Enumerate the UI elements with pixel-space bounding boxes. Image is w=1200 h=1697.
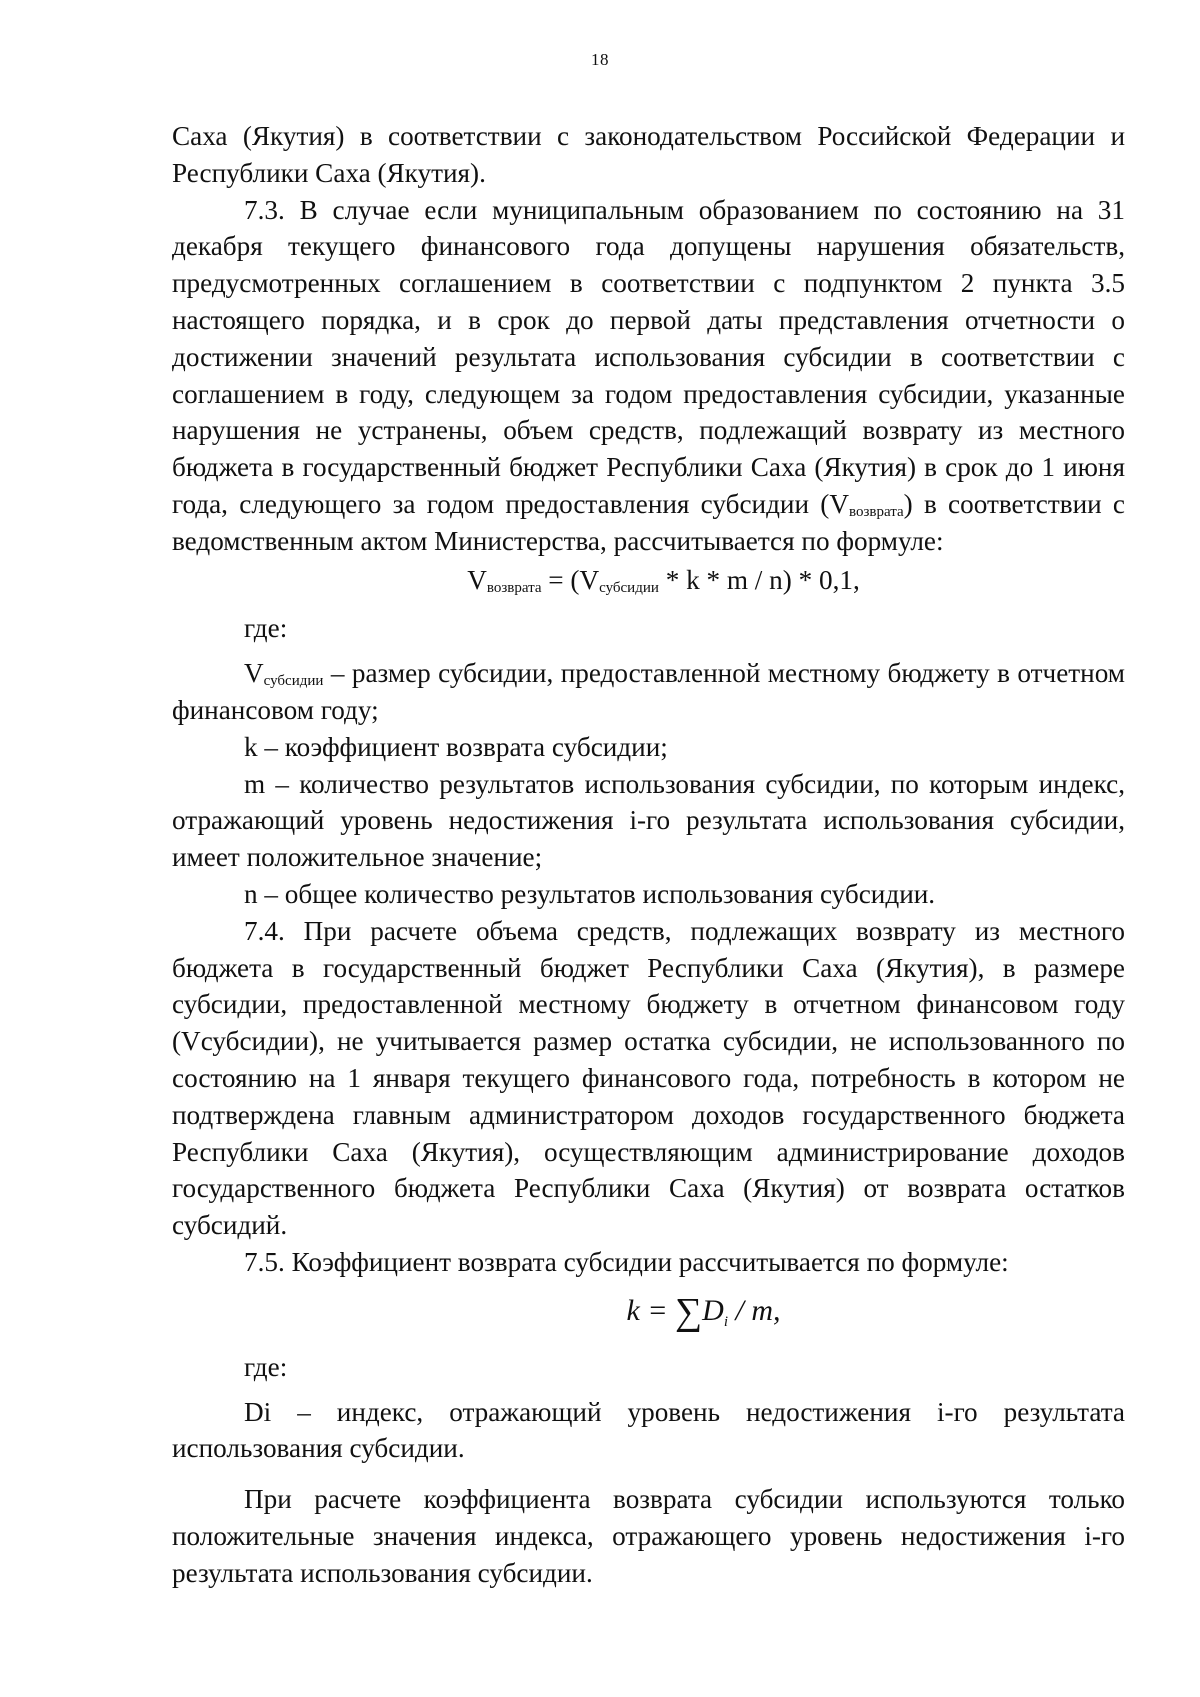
formula-text: = (V [541, 564, 600, 595]
formula-lhs: k = [626, 1293, 676, 1327]
where-label: где: [244, 1351, 288, 1382]
paragraph-final: При расчете коэффициента возврата субсидии используются только положительные значения индекса, отражающего уровень недостижения i-го результата использования субсидии. [172, 1484, 1125, 1588]
formula-symbol: V [467, 564, 487, 595]
definition-k: k – коэффициент возврата субсидии; [244, 731, 668, 762]
formula-subscript-i: i [723, 1313, 728, 1330]
formula-subscript: возврата [486, 579, 542, 596]
definition-subscript: субсидии [263, 673, 324, 690]
paragraph-text-tail: ) в соответствии с ведомственным актом Министерства, рассчитывается по формуле: [172, 488, 1125, 556]
definition-symbol: V [244, 658, 264, 689]
document-body [172, 118, 1125, 1591]
definition-n: n – общее количество результатов использования субсидии. [244, 878, 936, 909]
definition-v-subsidii [172, 655, 1125, 729]
paragraph-7-3 [172, 192, 1125, 560]
paragraph-text: 7.3. В случае если муниципальным образованием по состоянию на 31 декабря текущего финансового года допущены нарушения обязательств, предусмотренных соглашением в соответствии с подпунктом 2 пункта 3.5 настоящего порядка, и в срок до первой даты представления отчетности о достижении значений результата использования субсидии в соответствии с соглашением в году, следующем за годом предоставления субсидии, указанные нарушения не устранены, объем средств, подлежащий возврату из местного бюджета в государственный бюджет Республики Саха (Якутия) в срок до 1 июня года, следующего за годом предоставления субсидии (V [172, 194, 1125, 519]
formula-text: * k * m / n) * 0,1, [658, 564, 860, 595]
formula-d: D [702, 1293, 724, 1327]
page-number: 18 [591, 50, 609, 69]
formula-subscript: субсидии [599, 579, 659, 596]
paragraph-7-5: 7.5. Коэффициент возврата субсидии рассчитывается по формуле: [244, 1246, 1009, 1277]
subscript-vozvrata: возврата [848, 503, 904, 520]
definition-text: – размер субсидии, предоставленной местному бюджету в отчетном финансовом году; [172, 658, 1125, 725]
where-label: где: [244, 613, 288, 644]
formula-k [172, 1291, 1125, 1331]
definition-m: m – количество результатов использования субсидии, по которым индекс, отражающий уровень недостижения i-го результата использования субсидии, имеет положительное значение; [172, 768, 1125, 873]
formula-v-vozvrata [172, 562, 1125, 599]
paragraph-text: Саха (Якутия) в соответствии с законодательством Российской Федерации и Республики Саха (Якутия). [172, 121, 1125, 188]
paragraph-continuation [172, 118, 1125, 192]
sum-icon: ∑ [675, 1290, 703, 1333]
definition-di: Di – индекс, отражающий уровень недостижения i-го результата использования субсидии. [172, 1396, 1125, 1464]
formula-rest: / m, [728, 1293, 781, 1327]
paragraph-7-4: 7.4. При расчете объема средств, подлежащих возврату из местного бюджета в государственный бюджет Республики Саха (Якутия), в размере субсидии, предоставленной местному бюджету в отчетном финансовом году (Vсубсидии), не учитывается размер остатка субсидии, не использованного по состоянию на 1 января текущего финансового года, потребность в котором не подтверждена главным администратором доходов государственного бюджета Республики Саха (Якутия), осуществляющим администрирование доходов государственного бюджета Республики Саха (Якутия) от возврата остатков субсидий. [172, 915, 1125, 1241]
